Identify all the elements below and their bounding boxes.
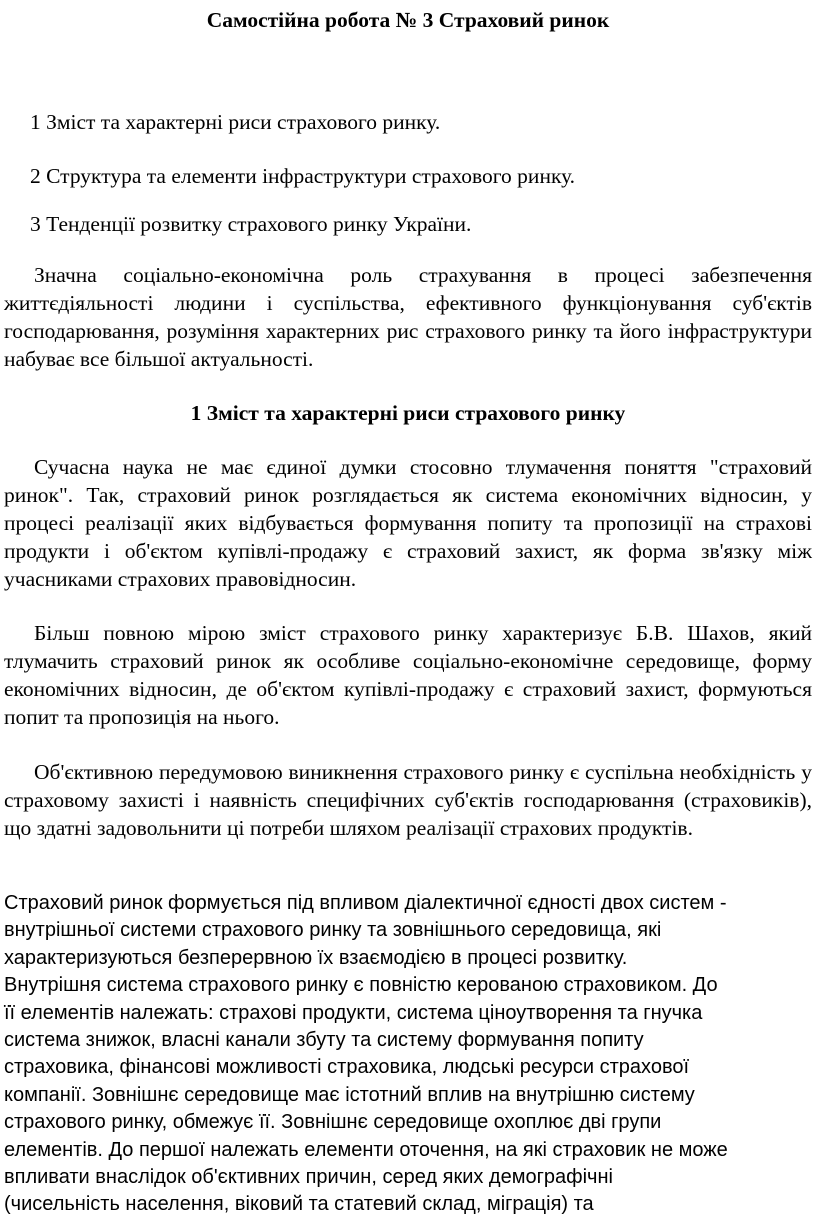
toc-item-2: 2 Структура та елементи інфраструктури страхового ринку. <box>30 164 576 188</box>
toc-item-3: 3 Тенденції розвитку страхового ринку України. <box>30 212 472 236</box>
text-line: внутрішньої системи страхового ринку та зовнішнього середовища, які <box>4 919 662 942</box>
document-title: Самостійна робота № 3 Страховий ринок <box>206 8 610 32</box>
text-line: страховика, фінансові можливості страховика, людські ресурси страхової <box>4 1056 690 1079</box>
text-line: характеризуються безперервною їх взаємодією в процесі розвитку. <box>4 946 628 969</box>
text-line: Страховий ринок формується під впливом діалектичної єдності двох систем - <box>4 892 727 914</box>
text-line: її елементів належать: страхові продукти, система ціноутворення та гнучка <box>4 1001 703 1024</box>
text-line: компанії. Зовнішнє середовище має істотний вплив на внутрішню систему <box>4 1083 695 1106</box>
text-line: (чисельність населення, віковий та статевий склад, міграція) та <box>4 1193 594 1216</box>
intro-paragraph: Значна соціально-економічна роль страхування в процесі забезпечення життєдіяльності людини і суспільства, ефективного функціонування суб'єктів господарювання, розуміння характерних рис страхового ринку та його інфраструктури набуває все більшої актуальності. <box>4 263 812 371</box>
text-line: страхового ринку, обмежує її. Зовнішнє середовище охоплює дві групи <box>4 1111 662 1134</box>
body-paragraph: Сучасна наука не має єдиної думки стосовно тлумачення поняття "страховий ринок". Так, страховий ринок розглядається як система економічних відносин, у процесі реалізації яких відбувається формування попиту та пропозиції на страхові продукти і об'єктом купівлі-продажу є страховий захист, як форма зв'язку між учасниками страхових правовідносин. <box>4 455 812 591</box>
body-paragraph: Об'єктивною передумовою виникнення страхового ринку є суспільна необхідність у страховому захисті і наявність специфічних суб'єктів господарювання (страховиків), що здатні задовольнити ці потреби шляхом реалізації страхових продуктів. <box>4 760 812 840</box>
text-line: впливати внаслідок об'єктивних причин, серед яких демографічні <box>4 1166 613 1189</box>
toc-item-1: 1 Зміст та характерні риси страхового ринку. <box>30 110 441 134</box>
body-paragraph: Більш повною мірою зміст страхового ринку характеризує Б.В. Шахов, який тлумачить страховий ринок як особливе соціально-економічне середовище, форму економічних відносин, де об'єктом купівлі-продажу є страховий захист, формуються попит та пропозиція на нього. <box>4 621 812 729</box>
text-line: Внутрішня система страхового ринку є повністю керованою страховиком. До <box>4 974 718 997</box>
text-line: система знижок, власні канали збуту та систему формування попиту <box>4 1029 644 1052</box>
final-paragraph <box>4 890 812 1219</box>
section-heading: 1 Зміст та характерні риси страхового ринку <box>190 401 626 425</box>
text-line: елементів. До першої належать елементи оточення, на які страховик не може <box>4 1138 728 1161</box>
